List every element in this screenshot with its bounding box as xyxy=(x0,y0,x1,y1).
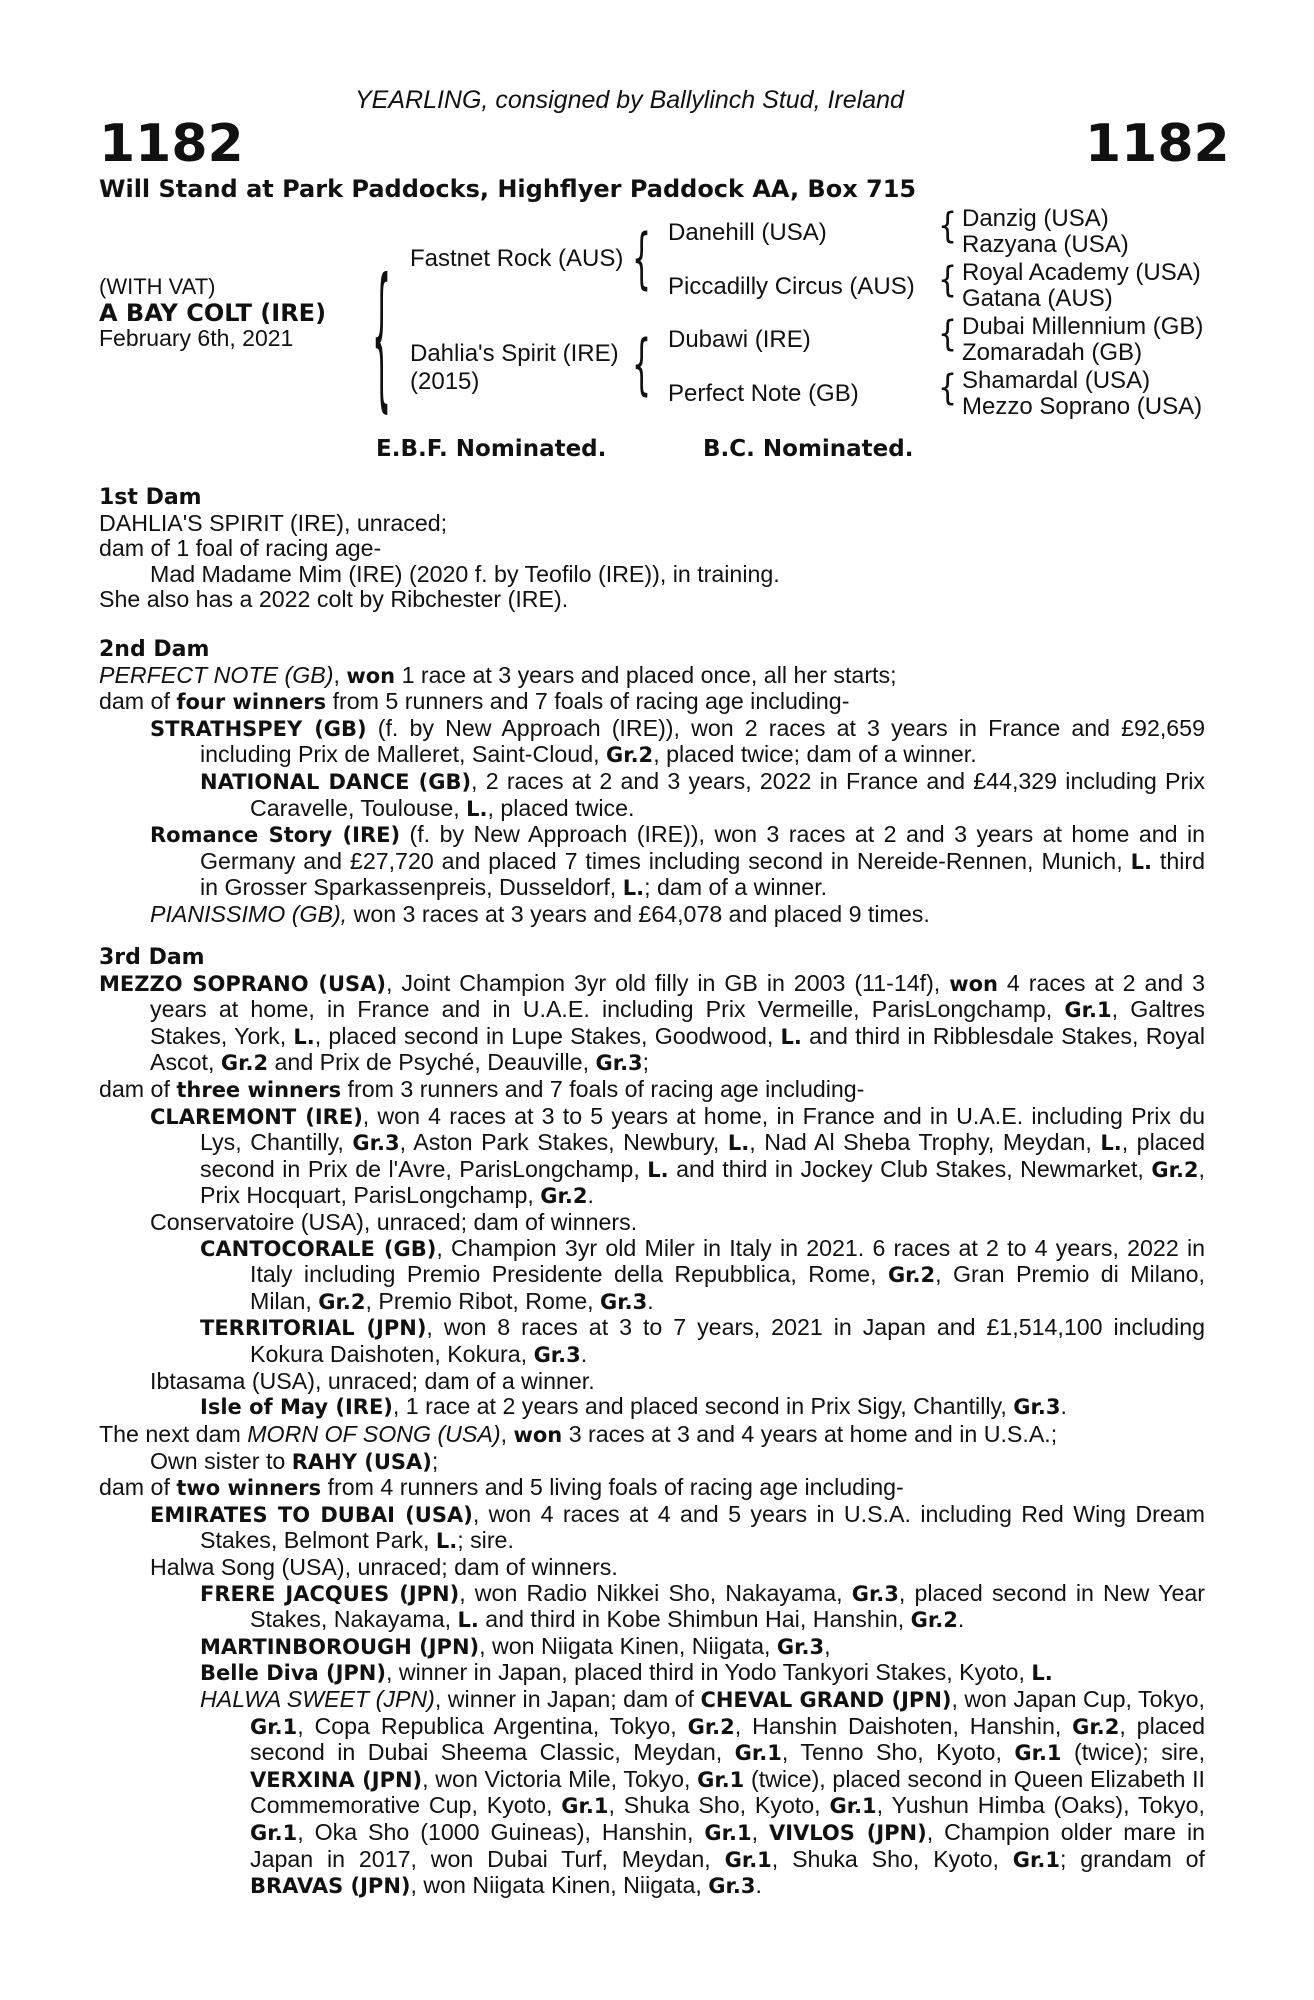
dam-name: MEZZO SOPRANO (USA) xyxy=(99,971,387,996)
grade: Gr.1 xyxy=(561,1794,609,1819)
won-label: won xyxy=(346,663,396,688)
grade: Gr.3 xyxy=(1013,1395,1061,1420)
grade: Gr.2 xyxy=(220,1051,269,1076)
grade: L. xyxy=(435,1529,458,1554)
grade: Gr.3 xyxy=(776,1634,825,1659)
grade: L. xyxy=(1031,1661,1053,1686)
grade: Gr.2 xyxy=(1072,1714,1120,1739)
text: , Oka Sho (1000 Guineas), Hanshin, xyxy=(297,1818,705,1845)
pedigree-brace-dam: { xyxy=(632,327,652,404)
text: from 3 runners and 7 foals of racing age including- xyxy=(341,1075,865,1102)
produce-entry xyxy=(99,1394,1205,1421)
produce-entry xyxy=(99,1502,1205,1555)
text: , placed second in Lupe Stakes, Goodwood, xyxy=(314,1022,781,1049)
horse-name: TERRITORIAL (JPN) xyxy=(200,1316,427,1341)
grade: Gr.2 xyxy=(1151,1157,1199,1182)
horse-name: STRATHSPEY (GB) xyxy=(150,716,367,741)
produce-entry: Ibtasama (USA), unraced; dam of a winner. xyxy=(150,1367,595,1394)
dam-name: PERFECT NOTE (GB) xyxy=(99,661,334,688)
next-dam-produce-line xyxy=(99,1475,1205,1502)
produce-entry xyxy=(99,1687,1205,1900)
grade: L. xyxy=(780,1024,802,1049)
grade: Gr.1 xyxy=(734,1741,782,1766)
dam-name: MORN OF SONG (USA) xyxy=(247,1421,501,1447)
text: , Hanshin Daishoten, Hanshin, xyxy=(734,1712,1073,1739)
next-dam-section xyxy=(99,1422,1205,1900)
text: ; xyxy=(642,1049,650,1076)
text: , won 4 races at 3 to 5 years at home, in France and in U.A.E. including Prix du Lys, Chantilly, xyxy=(200,1102,1205,1156)
produce-entry xyxy=(99,1236,1205,1316)
grade: Gr.3 xyxy=(708,1874,756,1899)
pedigree-g6: Zomaradah (GB) xyxy=(962,339,1143,366)
grade: L. xyxy=(1130,849,1152,874)
horse-name: FRERE JACQUES (JPN) xyxy=(200,1581,460,1606)
grade: Gr.1 xyxy=(697,1767,745,1792)
text: , 1 race at 2 years and placed second in Prix Sigy, Chantilly, xyxy=(392,1393,1014,1420)
grade: Gr.1 xyxy=(829,1794,877,1819)
pedigree-brace-g1: { xyxy=(938,205,958,247)
pedigree-g7: Shamardal (USA) xyxy=(962,367,1151,394)
horse-name: Isle of May (IRE) xyxy=(200,1395,393,1420)
grade: Gr.1 xyxy=(1012,1847,1060,1872)
grade: Gr.3 xyxy=(595,1051,643,1076)
text: dam of xyxy=(99,688,177,715)
text: . xyxy=(755,1872,762,1899)
produce-entry xyxy=(99,1660,1205,1687)
produce-entry xyxy=(99,1104,1205,1210)
text: , Copa Republica Argentina, Tokyo, xyxy=(297,1712,688,1739)
text: , Joint Champion 3yr old filly in GB in 2003 (11-14f), xyxy=(386,969,950,996)
text: , winner in Japan, placed third in Yodo Tankyori Stakes, Kyoto, xyxy=(385,1659,1032,1686)
text: (twice); sire, xyxy=(1061,1739,1206,1766)
produce-entry xyxy=(99,716,1205,769)
pedigree-g4: Gatana (AUS) xyxy=(962,285,1113,312)
text: , won Japan Cup, Tokyo, xyxy=(951,1685,1206,1712)
text: , xyxy=(751,1818,769,1845)
produce-entry xyxy=(99,1315,1205,1368)
text: , Yushun Himba (Oaks), Tokyo, xyxy=(876,1792,1205,1819)
first-dam-line: DAHLIA'S SPIRIT (IRE), unraced; xyxy=(99,509,448,536)
grade: Gr.2 xyxy=(887,1263,936,1288)
text: , placed twice. xyxy=(487,794,635,821)
winners-count: three winners xyxy=(176,1077,342,1102)
text: . xyxy=(647,1287,654,1314)
pedigree-dam-year: (2015) xyxy=(410,368,480,395)
grade: L. xyxy=(727,1131,750,1156)
grade: Gr.2 xyxy=(318,1289,366,1314)
horse-name: Belle Diva (JPN) xyxy=(200,1661,386,1686)
pedigree-g5: Dubai Millennium (GB) xyxy=(962,313,1204,340)
horse-name: Romance Story (IRE) xyxy=(150,823,401,848)
pedigree-g8: Mezzo Soprano (USA) xyxy=(962,393,1203,420)
grade: Gr.2 xyxy=(687,1714,735,1739)
lot-number-right: 1182 xyxy=(1085,114,1230,174)
grade: L. xyxy=(293,1024,315,1049)
text: . xyxy=(580,1340,588,1367)
grade: Gr.2 xyxy=(605,743,654,768)
pedigree-g1: Danzig (USA) xyxy=(962,205,1109,232)
text: 4 races at 2 and 3 years at home, in France and in U.A.E. including Prix Vermeille, ParisLongchamp, xyxy=(150,969,1206,1023)
winners-count: four winners xyxy=(176,690,327,715)
text: 3 races at 3 and 4 years at home and in U.S.A.; xyxy=(562,1421,1058,1447)
text: , won 8 races at 3 to 7 years, 2021 in Japan and £1,514,100 including Kokura Daishoten, Kokura, xyxy=(250,1314,1206,1367)
text: , Tenno Sho, Kyoto, xyxy=(781,1739,1015,1766)
first-dam-line: dam of 1 foal of racing age- xyxy=(99,535,382,562)
grade: Gr.3 xyxy=(352,1131,400,1156)
pedigree-sire-dam: Piccadilly Circus (AUS) xyxy=(668,273,915,300)
text: and third in Ribblesdale Stakes, Royal Ascot, xyxy=(150,1022,1205,1076)
horse-name: RAHY (USA) xyxy=(291,1449,432,1474)
lot-number-left: 1182 xyxy=(99,114,244,174)
grade: L. xyxy=(466,796,488,821)
won-label: won xyxy=(513,1423,563,1447)
text: , 2 races at 2 and 3 years, 2022 in France and £44,329 including Prix Caravelle, Toulouse, xyxy=(250,767,1205,821)
third-dam-record xyxy=(99,971,1205,1077)
vat-note: (WITH VAT) xyxy=(99,274,216,299)
grade: L. xyxy=(622,876,645,901)
grade: Gr.1 xyxy=(1064,998,1112,1023)
text: and Prix de Psyché, Deauville, xyxy=(268,1049,596,1076)
text: , placed second in Dubai Sheema Classic, Meydan, xyxy=(250,1712,1206,1766)
third-dam-heading: 3rd Dam xyxy=(99,945,205,970)
winners-count: two winners xyxy=(176,1476,322,1501)
first-dam-foal: Mad Madame Mim (IRE) (2020 f. by Teofilo (IRE)), in training. xyxy=(150,560,780,587)
pedigree-brace-g4: { xyxy=(938,367,958,409)
pedigree-brace-sire: { xyxy=(632,221,652,298)
grade: Gr.1 xyxy=(704,1820,752,1845)
text: from 4 runners and 5 living foals of racing age including- xyxy=(321,1474,904,1501)
text: , placed second in Prix de l'Avre, ParisLongchamp, xyxy=(200,1129,1206,1182)
pedigree-dam-dam: Perfect Note (GB) xyxy=(668,380,859,407)
text: , Champion 3yr old Miler in Italy in 2021. 6 races at 2 to 4 years, 2022 in Italy including Premio Presidente della Repubblica, Rome, xyxy=(250,1234,1205,1288)
text: The next dam xyxy=(99,1421,248,1447)
text: dam of xyxy=(99,1075,177,1102)
produce-entry xyxy=(99,1634,1205,1661)
pedigree-brace-g2: { xyxy=(938,259,958,301)
ebf-nominated: E.B.F. Nominated. xyxy=(376,436,607,462)
text: (twice), placed second in Queen Elizabeth II Commemorative Cup, Kyoto, xyxy=(250,1765,1205,1819)
text: , won Niigata Kinen, Niigata, xyxy=(479,1632,777,1659)
produce-entry xyxy=(99,1581,1205,1634)
text: , Gran Premio di Milano, Milan, xyxy=(250,1261,1205,1314)
text: , Galtres Stakes, York, xyxy=(150,996,1205,1049)
horse-name: EMIRATES TO DUBAI (USA) xyxy=(150,1502,473,1527)
second-dam-line: PERFECT NOTE (GB), won 1 race at 3 years and placed once, all her starts; xyxy=(99,661,897,688)
text: ; sire. xyxy=(457,1527,514,1554)
produce-entry: Conservatoire (USA), unraced; dam of winners. xyxy=(150,1208,638,1235)
text: and third in Jockey Club Stakes, Newmarket, xyxy=(668,1155,1152,1182)
text: , xyxy=(500,1421,514,1447)
horse-name: NATIONAL DANCE (GB) xyxy=(200,769,472,794)
text: and third in Kobe Shimbun Hai, Hanshin, xyxy=(478,1606,911,1633)
foaling-date: February 6th, 2021 xyxy=(99,325,294,351)
second-dam-section xyxy=(99,637,1205,928)
grade: Gr.1 xyxy=(724,1847,772,1872)
pedigree-g2: Razyana (USA) xyxy=(962,231,1129,258)
horse-name: BRAVAS (JPN) xyxy=(250,1874,411,1899)
text: , Prix Hocquart, ParisLongchamp, xyxy=(200,1155,1205,1209)
grade: Gr.1 xyxy=(250,1820,298,1845)
horse-name: CLAREMONT (IRE) xyxy=(150,1104,363,1129)
text: , won 4 races at 4 and 5 years in U.S.A. including Red Wing Dream Stakes, Belmont Park, xyxy=(200,1500,1205,1554)
won-label: won xyxy=(949,971,998,996)
pedigree-brace-g3: { xyxy=(938,313,958,355)
text: , Shuka Sho, Kyoto, xyxy=(608,1792,830,1819)
grade: L. xyxy=(647,1157,669,1182)
first-dam-heading: 1st Dam xyxy=(99,485,202,510)
text: ; grandam of xyxy=(1060,1845,1205,1872)
grade: Gr.3 xyxy=(851,1581,899,1606)
text: won 3 races at 3 years and £64,078 and placed 9 times. xyxy=(347,900,930,927)
text: , Nad Al Sheba Trophy, Meydan, xyxy=(749,1129,1101,1156)
horse-name: HALWA SWEET (JPN) xyxy=(200,1685,435,1712)
pedigree-dam-sire: Dubawi (IRE) xyxy=(668,326,811,353)
grade: Gr.1 xyxy=(250,1714,298,1739)
text: third in Grosser Sparkassenpreis, Dusseldorf, xyxy=(200,847,1205,901)
text: , won Niigata Kinen, Niigata, xyxy=(410,1872,709,1899)
text: , placed second in New Year Stakes, Nakayama, xyxy=(250,1579,1205,1633)
text: dam of xyxy=(99,1474,177,1501)
second-dam-produce-line xyxy=(99,689,1205,716)
text: from 5 runners and 7 foals of racing age including- xyxy=(326,688,850,715)
text: Own sister to xyxy=(150,1447,292,1474)
consignor-line: YEARLING, consigned by Ballylinch Stud, Ireland xyxy=(355,86,904,114)
next-dam-record xyxy=(99,1422,1205,1449)
text: , won Victoria Mile, Tokyo, xyxy=(422,1765,698,1792)
horse-name: VERXINA (JPN) xyxy=(250,1767,423,1792)
text: , won Radio Nikkei Sho, Nakayama, xyxy=(459,1579,852,1606)
first-dam-section xyxy=(99,485,1205,613)
stand-location: Will Stand at Park Paddocks, Highflyer Paddock AA, Box 715 xyxy=(99,175,917,203)
horse-name: CHEVAL GRAND (JPN) xyxy=(700,1687,952,1712)
produce-entry xyxy=(99,769,1205,822)
text: (f. by New Approach (IRE)), won 3 races at 2 and 3 years at home and in Germany and £27,720 and placed 7 times including second in Nereide-Rennen, Munich, xyxy=(200,821,1206,874)
text: . xyxy=(957,1606,965,1633)
text: , Premio Ribot, Rome, xyxy=(365,1287,601,1314)
text: , Aston Park Stakes, Newbury, xyxy=(399,1129,728,1156)
produce-entry: Halwa Song (USA), unraced; dam of winners. xyxy=(150,1553,618,1580)
record-text: 1 race at 3 years and placed once, all her starts; xyxy=(395,661,897,688)
grade: L. xyxy=(457,1608,479,1633)
text: . xyxy=(587,1182,594,1209)
grade: Gr.2 xyxy=(540,1184,588,1209)
pedigree-g3: Royal Academy (USA) xyxy=(962,259,1201,286)
grade: L. xyxy=(1100,1131,1122,1156)
grade: Gr.2 xyxy=(910,1608,958,1633)
text: , placed twice; dam of a winner. xyxy=(653,741,977,768)
text: . xyxy=(1060,1393,1067,1420)
text: (f. by New Approach (IRE)), won 2 races at 3 years in France and £92,659 including Prix de Malleret, Saint-Cloud, xyxy=(200,714,1205,768)
horse-name: MARTINBOROUGH (JPN) xyxy=(200,1634,480,1659)
horse-name: CANTOCORALE (GB) xyxy=(200,1236,437,1261)
third-dam-produce-line xyxy=(99,1077,1205,1104)
grade: Gr.3 xyxy=(600,1289,648,1314)
own-sister-line xyxy=(99,1449,1205,1476)
text: ; xyxy=(431,1447,439,1474)
horse-name: PIANISSIMO (GB), xyxy=(150,900,348,927)
pedigree-brace-main: { xyxy=(372,249,392,431)
produce-entry xyxy=(99,822,1205,902)
grade: Gr.1 xyxy=(1014,1741,1062,1766)
bc-nominated: B.C. Nominated. xyxy=(703,436,914,462)
text: , Shuka Sho, Kyoto, xyxy=(771,1845,1013,1872)
horse-name: A BAY COLT (IRE) xyxy=(99,299,327,327)
text: , winner in Japan; dam of xyxy=(434,1685,701,1712)
pedigree-dam: Dahlia's Spirit (IRE) xyxy=(410,340,619,367)
second-dam-heading: 2nd Dam xyxy=(99,637,210,662)
produce-entry xyxy=(99,902,1205,928)
text: , Champion older mare in Japan in 2017, won Dubai Turf, Meydan, xyxy=(250,1818,1206,1872)
first-dam-line: She also has a 2022 colt by Ribchester (IRE). xyxy=(99,586,569,613)
horse-name: VIVLOS (JPN) xyxy=(768,1820,927,1845)
text: ; dam of a winner. xyxy=(644,874,828,901)
pedigree-sire-sire: Danehill (USA) xyxy=(668,219,827,246)
third-dam-section xyxy=(99,945,1205,1421)
text: , xyxy=(824,1632,831,1659)
grade: Gr.3 xyxy=(533,1342,581,1367)
pedigree-sire: Fastnet Rock (AUS) xyxy=(410,245,624,272)
